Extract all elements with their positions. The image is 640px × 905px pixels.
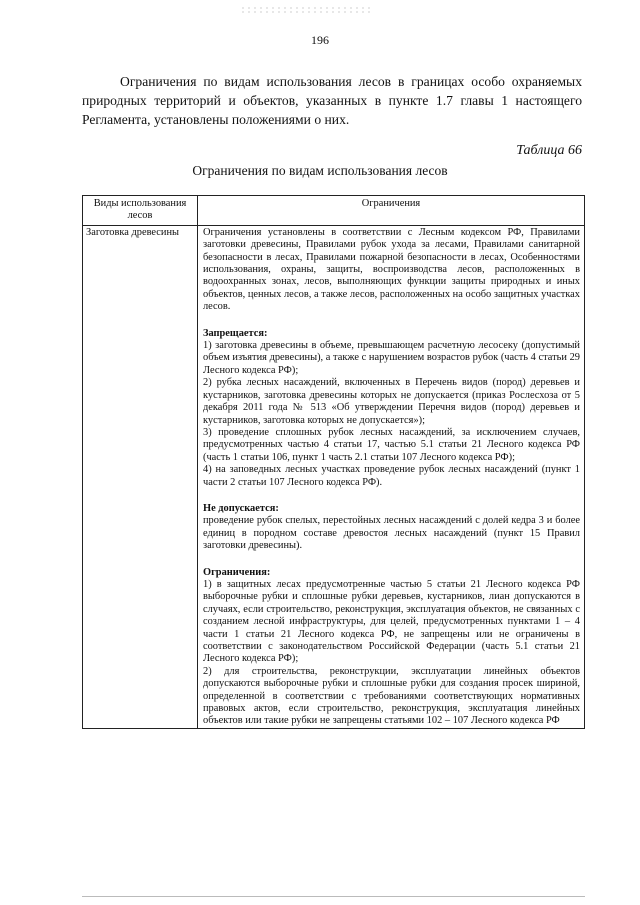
- table-header-row: [83, 196, 585, 226]
- not-allowed-text: проведение рубок спелых, перестойных лесных насаждений с долей кедра 3 и более единиц в породном составе древостоя лесных насаждений (пункт 15 Правил заготовки древесины).: [203, 515, 580, 552]
- page-number: 196: [311, 33, 329, 47]
- restriction-item: 1) в защитных лесах предусмотренные частью 5 статьи 21 Лесного кодекса РФ выборочные рубки и сплошные рубки деревьев, кустарников, лиан допускаются в случаях, если строительство, реконструкция, эксплуатация объектов, не связанных с созданием лесной инфраструктуры, для целей, предусмотренных пунктами 1 – 4 части 1 статьи 21 Лесного кодекса РФ, не запрещены или не ограничены в соответствии с законодательством Российской Федерации (часть 5.1 статьи 21 Лесного кодекса РФ);: [203, 578, 580, 665]
- header-restrictions: Ограничения: [198, 196, 585, 226]
- header-land-use-types: Виды использования лесов: [83, 196, 198, 226]
- table-row: [83, 225, 585, 728]
- restrictions-table: [82, 195, 585, 729]
- table-caption: Таблица 66: [516, 143, 582, 158]
- prohibited-item: 3) проведение сплошных рубок лесных насаждений, за исключением случаев, предусмотренных частью 4 статьи 17, частью 5.1 статьи 21 Лесного кодекса РФ (часть 1 статьи 106, пункт 1 часть 2.1 статьи 107 Лесного кодекса РФ);: [203, 426, 580, 463]
- page-bottom-rule: [82, 896, 585, 897]
- prohibited-heading: Запрещается:: [203, 327, 268, 339]
- intro-paragraph: Ограничения по видам использования лесов в границах особо охраняемых природных территорий и объектов, указанных в пункте 1.7 главы 1 настоящего Регламента, установлены положениями о них.: [82, 74, 582, 127]
- not-allowed-heading: Не допускается:: [203, 502, 279, 514]
- restriction-item: 2) для строительства, реконструкции, эксплуатации линейных объектов допускаются выборочные рубки и сплошные рубки для создания просек шириной, определенной в соответствии с требованиями соответствующих нормативных правовых актов, если строительство, реконструкция, эксплуатация линейных объектов или такие рубки не запрещены статьями 102 – 107 Лесного кодекса РФ: [203, 665, 580, 727]
- restrictions-heading: Ограничения:: [203, 566, 271, 578]
- prohibited-item: 1) заготовка древесины в объеме, превышающем расчетную лесосеку (допустимый объем изъятия древесины), а также с нарушением возрастов рубок (часть 4 статьи 29 Лесного кодекса РФ);: [203, 340, 580, 376]
- restrictions-intro: Ограничения установлены в соответствии с Лесным кодексом РФ, Правилами заготовки древесины, Правилами рубок ухода за лесами, Правилами санитарной безопасности в лесах, Правилами пожарной безопасности в лесах, Особенностями использования, охраны, защиты, воспроизводства лесов, расположенных в водоохранных зонах, лесов, выполняющих функции защиты природных и иных объектов, ценных лесов, а также лесов, расположенных на особо защитных участках лесов.: [203, 226, 580, 313]
- scan-artifact: [240, 6, 370, 14]
- prohibited-item: 2) рубка лесных насаждений, включенных в Перечень видов (пород) деревьев и кустарников, заготовка древесины которых не допускается (приказ Рослесхоза от 5 декабря 2011 года № 513 «Об утверждении Перечня видов (пород) деревьев и кустарников, заготовка которых не допускается»);: [203, 377, 580, 426]
- table-title: Ограничения по видам использования лесов: [192, 163, 448, 178]
- restrictions-cell: [198, 225, 585, 728]
- row-label: Заготовка древесины: [83, 225, 198, 728]
- prohibited-item: 4) на заповедных лесных участках проведение рубок лесных насаждений (пункт 1 части 2 статьи 107 Лесного кодекса РФ).: [203, 464, 580, 488]
